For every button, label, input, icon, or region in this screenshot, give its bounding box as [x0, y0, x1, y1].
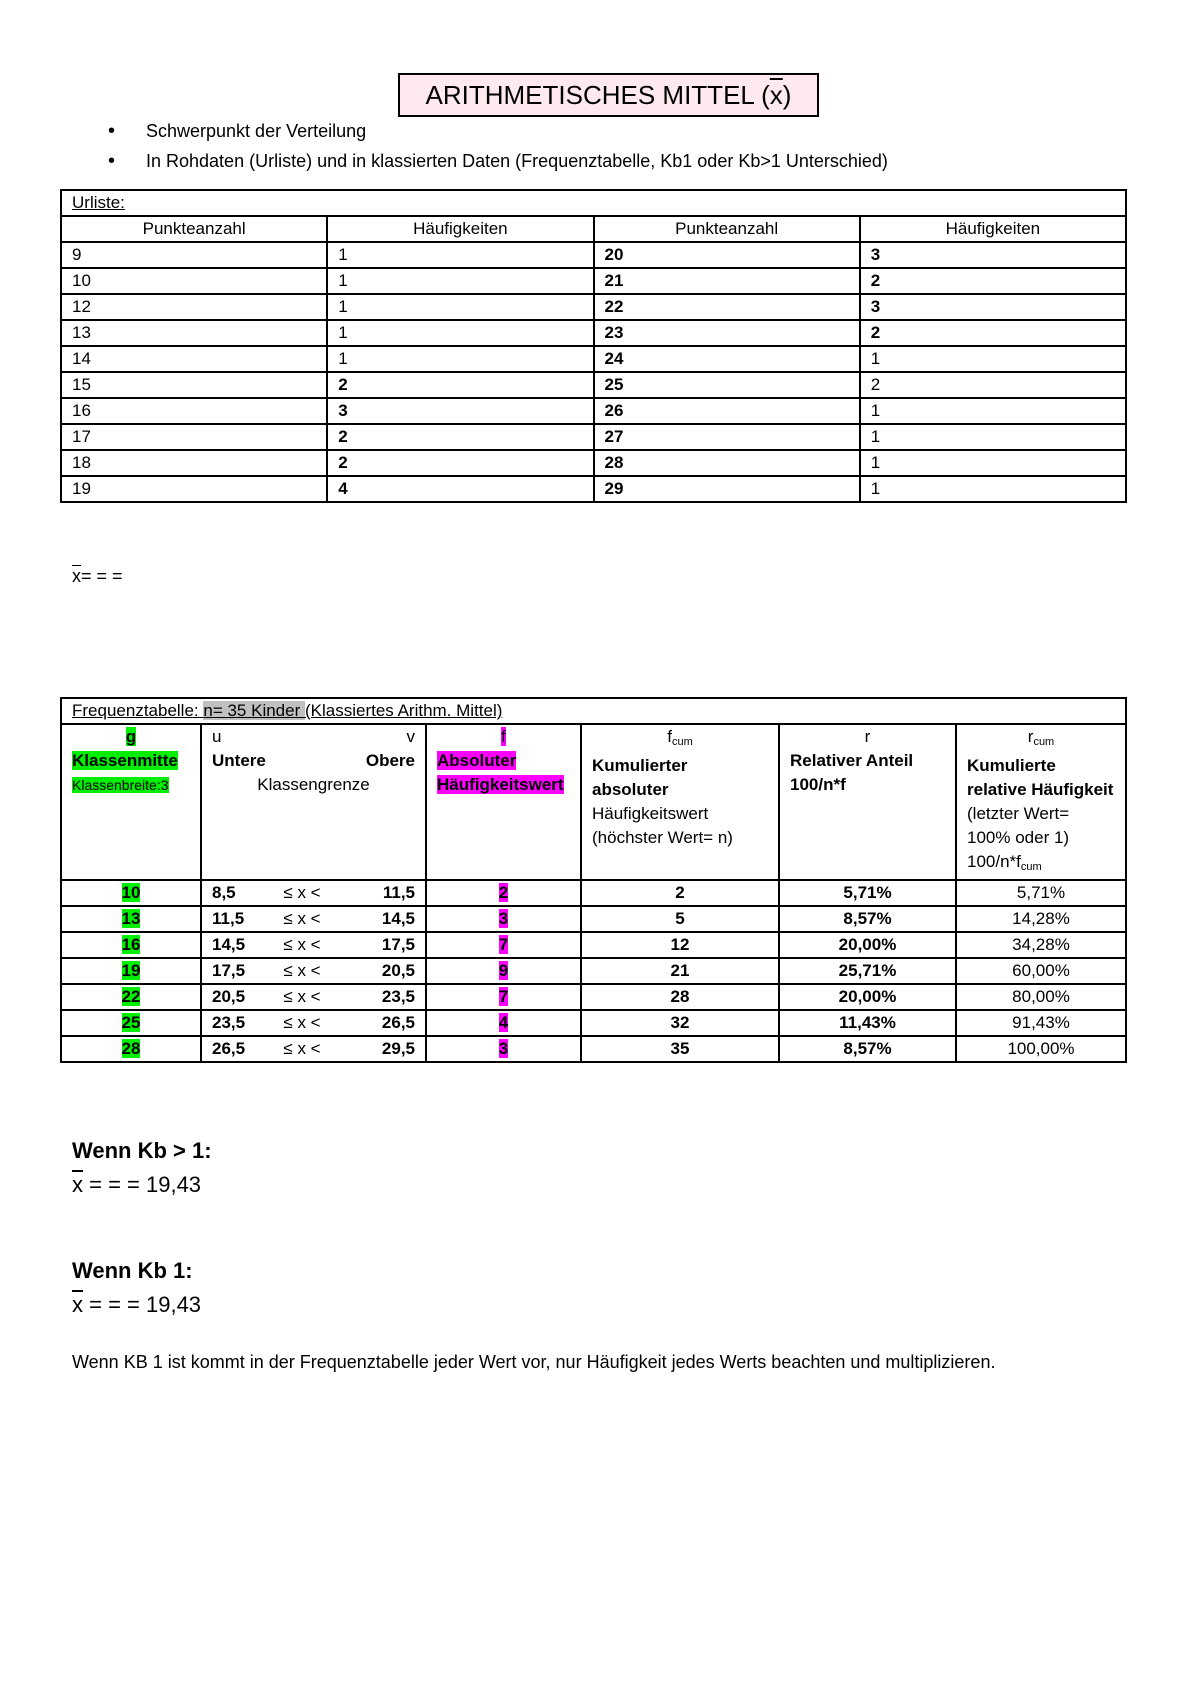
cell-range: 17,5 ≤ x < 20,5 — [201, 958, 426, 984]
table-cell: 3 — [327, 398, 593, 424]
frequenztabelle-body — [61, 880, 1126, 1062]
cell-g: 22 — [61, 984, 201, 1010]
cell-g: 13 — [61, 906, 201, 932]
table-row — [61, 346, 1126, 372]
table-cell: 3 — [860, 242, 1126, 268]
header-g: g Klassenmitte Klassenbreite:3 — [61, 724, 201, 880]
cell-r: 20,00% — [779, 984, 956, 1010]
table-cell: 24 — [594, 346, 860, 372]
table-cell: 1 — [327, 320, 593, 346]
table-row — [61, 294, 1126, 320]
page-title — [398, 73, 819, 117]
table-row — [61, 984, 1126, 1010]
frequenztabelle — [60, 697, 1127, 1063]
cell-rcum: 34,28% — [956, 932, 1126, 958]
table-cell: 1 — [327, 268, 593, 294]
bullet-item: • In Rohdaten (Urliste) und in klassierten Daten (Frequenztabelle, Kb1 oder Kb>1 Unterschied) — [108, 146, 888, 176]
title-main: ARITHMETISCHES MITTEL ( — [425, 79, 770, 110]
cell-fcum: 21 — [581, 958, 779, 984]
table-cell: 2 — [860, 268, 1126, 294]
table-cell: 13 — [61, 320, 327, 346]
cell-fcum: 5 — [581, 906, 779, 932]
table-row — [61, 424, 1126, 450]
table-cell: 1 — [860, 450, 1126, 476]
cell-r: 5,71% — [779, 880, 956, 906]
table-cell: 27 — [594, 424, 860, 450]
table-row — [61, 958, 1126, 984]
cell-f: 7 — [426, 984, 581, 1010]
cell-rcum: 60,00% — [956, 958, 1126, 984]
title-symbol: $\overline{x}$ — [769, 79, 783, 110]
cell-rcum: 80,00% — [956, 984, 1126, 1010]
table-cell: 29 — [594, 476, 860, 502]
header-fcum: $f_{cum}$ Kumulierter absoluter Häufigkeitswert (höchster Wert= n) — [581, 724, 779, 880]
table-cell: 2 — [860, 372, 1126, 398]
table-cell: 9 — [61, 242, 327, 268]
urliste-body — [61, 242, 1126, 502]
table-cell: 22 — [594, 294, 860, 320]
cell-range: 14,5 ≤ x < 17,5 — [201, 932, 426, 958]
cell-g: 28 — [61, 1036, 201, 1062]
bullet-list — [108, 116, 888, 176]
cell-f: 9 — [426, 958, 581, 984]
cell-f: 3 — [426, 906, 581, 932]
title-close: ) — [782, 79, 792, 110]
cell-r: 25,71% — [779, 958, 956, 984]
explanation-note: Wenn KB 1 ist kommt in der Frequenztabelle jeder Wert vor, nur Häufigkeit jedes Werts beachten und multiplizieren. — [72, 1352, 996, 1372]
cell-r: 8,57% — [779, 906, 956, 932]
table-row — [61, 1036, 1126, 1062]
table-row — [61, 906, 1126, 932]
cell-f: 3 — [426, 1036, 581, 1062]
cell-range: 8,5 ≤ x < 11,5 — [201, 880, 426, 906]
table-cell: 21 — [594, 268, 860, 294]
cell-fcum: 12 — [581, 932, 779, 958]
table-cell: 1 — [327, 346, 593, 372]
frequenztabelle-header-row — [61, 724, 1126, 880]
table-row — [61, 242, 1126, 268]
cell-f: 7 — [426, 932, 581, 958]
table-cell: 3 — [860, 294, 1126, 320]
table-cell: 2 — [327, 424, 593, 450]
table-cell: 18 — [61, 450, 327, 476]
cell-g: 10 — [61, 880, 201, 906]
table-cell: 2 — [327, 450, 593, 476]
cell-range: 23,5 ≤ x < 26,5 — [201, 1010, 426, 1036]
cell-r: 20,00% — [779, 932, 956, 958]
urliste-label: Urliste: — [61, 190, 1126, 216]
table-cell: 25 — [594, 372, 860, 398]
mean-formula: $\overline{x}$ = = = 19,43 — [72, 1172, 202, 1197]
table-cell: 1 — [860, 424, 1126, 450]
table-cell: 26 — [594, 398, 860, 424]
table-row — [61, 1010, 1126, 1036]
table-cell: 1 — [860, 398, 1126, 424]
cell-range: 26,5 ≤ x < 29,5 — [201, 1036, 426, 1062]
mean-symbol: $\overline{x}$ — [72, 566, 81, 586]
column-header: Häufigkeiten — [860, 216, 1126, 242]
section-heading: Wenn Kb 1: — [72, 1258, 193, 1283]
cell-r: 8,57% — [779, 1036, 956, 1062]
cell-fcum: 35 — [581, 1036, 779, 1062]
table-row — [61, 880, 1126, 906]
urliste-header-row — [61, 216, 1126, 242]
cell-f: 2 — [426, 880, 581, 906]
header-rcum: $r_{cum}$ Kumulierte relative Häufigkeit (letzter Wert= 100% oder 1) $100/n*f_{cum}$ — [956, 724, 1126, 880]
cell-rcum: 5,71% — [956, 880, 1126, 906]
cell-rcum: 14,28% — [956, 906, 1126, 932]
cell-range: 11,5 ≤ x < 14,5 — [201, 906, 426, 932]
table-cell: 23 — [594, 320, 860, 346]
table-cell: 17 — [61, 424, 327, 450]
table-cell: 1 — [327, 242, 593, 268]
cell-fcum: 32 — [581, 1010, 779, 1036]
table-cell: 15 — [61, 372, 327, 398]
table-cell: 2 — [860, 320, 1126, 346]
table-cell: 28 — [594, 450, 860, 476]
table-cell: 16 — [61, 398, 327, 424]
cell-fcum: 28 — [581, 984, 779, 1010]
table-cell: 19 — [61, 476, 327, 502]
table-cell: 20 — [594, 242, 860, 268]
table-row — [61, 476, 1126, 502]
frequenztabelle-caption: Frequenztabelle: n= 35 Kinder (Klassiertes Arithm. Mittel) — [61, 698, 1126, 724]
cell-r: 11,43% — [779, 1010, 956, 1036]
table-cell: 4 — [327, 476, 593, 502]
cell-f: 4 — [426, 1010, 581, 1036]
cell-range: 20,5 ≤ x < 23,5 — [201, 984, 426, 1010]
table-cell: 1 — [327, 294, 593, 320]
cell-g: 16 — [61, 932, 201, 958]
table-row — [61, 372, 1126, 398]
table-row — [61, 268, 1126, 294]
table-cell: 12 — [61, 294, 327, 320]
header-f: f Absoluter Häufigkeitswert — [426, 724, 581, 880]
table-row — [61, 450, 1126, 476]
section-heading: Wenn Kb > 1: — [72, 1138, 212, 1163]
header-r: r Relativer Anteil 100/n*f — [779, 724, 956, 880]
column-header: Punkteanzahl — [61, 216, 327, 242]
table-row — [61, 320, 1126, 346]
table-cell: 10 — [61, 268, 327, 294]
section-kb-1 — [72, 1258, 201, 1318]
bullet-item: • Schwerpunkt der Verteilung — [108, 116, 888, 146]
mean-formula-rest: = = = — [81, 566, 123, 586]
mean-formula: $\overline{x}$ = = = 19,43 — [72, 1292, 202, 1317]
section-kb-gt1 — [72, 1138, 212, 1198]
table-row — [61, 398, 1126, 424]
cell-fcum: 2 — [581, 880, 779, 906]
cell-g: 19 — [61, 958, 201, 984]
table-cell: 1 — [860, 476, 1126, 502]
column-header: Häufigkeiten — [327, 216, 593, 242]
cell-rcum: 91,43% — [956, 1010, 1126, 1036]
n-value: n= 35 Kinder — [203, 701, 305, 720]
table-cell: 1 — [860, 346, 1126, 372]
cell-rcum: 100,00% — [956, 1036, 1126, 1062]
header-klassengrenze: u v Untere Obere Klassengrenze — [201, 724, 426, 880]
urliste-table — [60, 189, 1127, 503]
table-cell: 14 — [61, 346, 327, 372]
mean-formula-urliste — [72, 566, 123, 587]
column-header: Punkteanzahl — [594, 216, 860, 242]
table-cell: 2 — [327, 372, 593, 398]
table-row — [61, 932, 1126, 958]
cell-g: 25 — [61, 1010, 201, 1036]
